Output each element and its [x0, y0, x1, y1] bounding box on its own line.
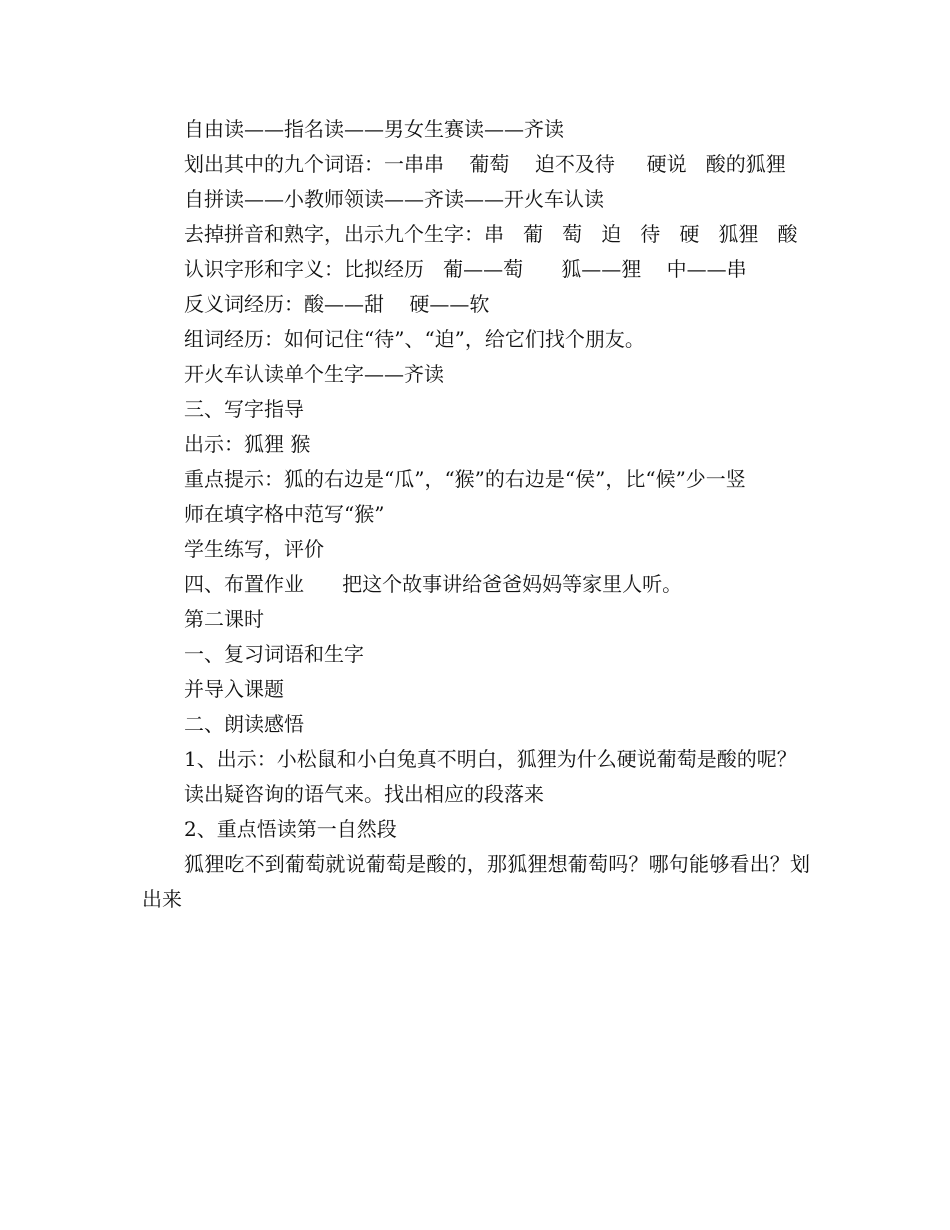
document-body: [142, 112, 810, 917]
section-heading-reading: 二、朗读感悟: [184, 712, 304, 736]
section-heading-writing: 三、写字指导: [184, 397, 304, 421]
paragraph-5: 认识字形和字义：比拟经历 葡——萄 狐——狸 中——串: [184, 257, 747, 281]
paragraph-2: 划出其中的九个词语：一串串 葡萄 迫不及待 硬说 酸的狐狸: [184, 152, 786, 176]
section-heading-homework: 四、布置作业 把这个故事讲给爸爸妈妈等家里人听。: [184, 572, 683, 596]
paragraph-19: 1、出示：小松鼠和小白兔真不明白，狐狸为什么硬说葡萄是酸的呢？: [184, 747, 797, 771]
lesson-heading-second: 第二课时: [184, 607, 264, 631]
paragraph-10: 出示：狐狸 猴: [184, 432, 311, 456]
paragraph-7: 组词经历：如何记住“待”、“迫”，给它们找个朋友。: [184, 327, 645, 351]
section-heading-review: 一、复习词语和生字: [184, 642, 364, 666]
paragraph-21: 2、重点悟读第一自然段: [184, 817, 397, 841]
paragraph-17: 并导入课题: [184, 677, 284, 701]
paragraph-11: 重点提示：狐的右边是“瓜”，“猴”的右边是“侯”，比“候”少一竖: [184, 467, 746, 491]
paragraph-22: 狐狸吃不到葡萄就说葡萄是酸的，那狐狸想葡萄吗？哪句能够看出？划出来: [142, 852, 810, 911]
paragraph-12: 师在填字格中范写“猴”: [184, 502, 385, 526]
paragraph-4: 去掉拼音和熟字，出示九个生字：串 葡 萄 迫 待 硬 狐狸 酸: [184, 222, 798, 246]
paragraph-13: 学生练写，评价: [184, 537, 324, 561]
paragraph-8: 开火车认读单个生字——齐读: [184, 362, 444, 386]
paragraph-20: 读出疑咨询的语气来。找出相应的段落来: [184, 782, 544, 806]
paragraph-1: 自由读——指名读——男女生赛读——齐读: [184, 117, 564, 141]
paragraph-6: 反义词经历：酸——甜 硬——软: [184, 292, 490, 316]
paragraph-3: 自拼读——小教师领读——齐读——开火车认读: [184, 187, 604, 211]
